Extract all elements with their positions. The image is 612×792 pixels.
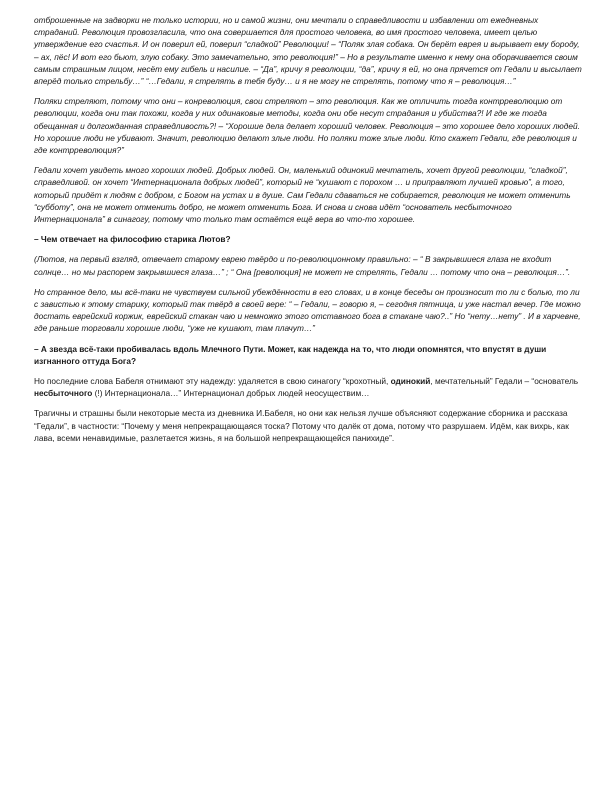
paragraph-lyutov-answer (34, 253, 582, 277)
emphasis-word: несбыточного (34, 388, 93, 399)
paragraph-text: (Лютов, на первый взгляд, отвечает старому еврею твёрдо и по-революционному правильно: – “ В закрывшиеся глаза не входит солнце… но мы распорем закрывшиеся глаза…” ; “ Она [революция] не может не стрелять, Гедали … потому что она – революция…”. (34, 254, 571, 277)
paragraph-babel-last-words (34, 375, 582, 399)
question-heading-lyutov (34, 233, 582, 245)
question-text: – Чем отвечает на философию старика Лютов? (34, 234, 231, 245)
paragraph-counterrevolution (34, 95, 582, 156)
emphasis-word: одинокий (390, 376, 431, 387)
paragraph-text: Трагичны и страшны были некоторые места из дневника И.Бабеля, но они как нельзя лучше объясняют содержание сборника и рассказа “Гедали”, в частности: “Почему у меня непрекращающаяся тоска? Потому что далёк от дома, потому что разрушаем. Идём, как вихрь, как лава, всеми ненавидимые, разлетается жизнь, я на большой непрекращающейся панихиде”. (34, 408, 569, 443)
paragraph-revolution-for-common-man (34, 14, 582, 87)
question-text: – А звезда всё-таки пробивалась вдоль Млечного Пути. Может, как надежда на то, что люди опомнятся, что впустят в души изгнанного оттуда Бога? (34, 343, 547, 366)
paragraph-text-part: (!) Интернационала…” Интернационал добрых людей неосуществим… (92, 388, 370, 399)
paragraph-babel-diary (34, 407, 582, 444)
paragraph-text-part: Но последние слова Бабеля отнимают эту надежду: удаляется в свою синагогу “крохотный, (34, 376, 391, 387)
paragraph-text: отброшенные на задворки не только истории, но и самой жизни, они мечтали о справедливости и избавлении от ежедневных страданий. Революция провозгласила, что она совершается для простого человека, во имя простого человека, имеет целью утверждение его счастья. И он поверил ей, поверил “сладкой” Революции! – “Поляк злая собака. Он берёт еврея и вырывает ему бороду, – ах, пёс! И вот его бьют, злую собаку. Это замечательно, это революция!” – Но в результате именно к нему она оборачивается своим самым страшным лицом, несёт ему гибель и насилие. – “Да”, кричу я революции, “да”, кричу я ей, но она прячется от Гедали и высылает вперёд только стрельбу…” “…Гедали, я стрелять в тебя буду… и я не могу не стрелять, потому что я – революция…” (34, 15, 582, 87)
document-page (34, 14, 582, 452)
paragraph-text: Гедали хочет увидеть много хороших людей. Добрых людей. Он, маленький одинокий мечтатель, хочет другой революции, “сладкой”, справедливой. он хочет “Интернационала добрых людей”, который не “кушают с порохом … и приправляют лучшей кровью”, а того, который придёт к людям с добром, с Богом на устах и в душе. Сам Гедали сдаваться не собирается, революция не может отменить “субботу”, она не может отменить добро, не может отменить Бога. И снова и снова идёт “основатель несбыточного Интернационала” в синагогу, потому что только там остаётся ещё вера во что-то хорошее. (34, 165, 571, 225)
paragraph-text: Поляки стреляют, потому что они – конреволюция, свои стреляют – это революция. Как же отличить тогда контрреволюцию от революции, когда они так похожи, когда у них одинаковые методы, когда они обе несут страдания и убийства?! И где же тогда обещанная и долгожданная справедливость?! – “Хорошие дела делает хороший человек. Революция – это хорошее дело хороших людей. Но хорошие люди не убивают. Значит, революцию делают злые люди. Но поляки тоже злые люди. Кто скажет Гедали, где революция и где контрреволюция?” (34, 96, 580, 156)
paragraph-gedali-good-people (34, 164, 582, 225)
paragraph-text: Но странное дело, мы всё-таки не чувствуем сильной убеждённости в его словах, и в конце беседы он произносит то ли с болью, то ли с завистью к этому старику, который так твёрд в своей вере: “ – Гедали, – говорю я, – сегодня пятница, и уже настал вечер. Где можно достать еврейский коржик, еврейский стакан чаю и немножко этого отставного бога в стакане чаю?..” Но “нету…нету” . И в харчевне, где раньше торговали хорошие люди, “уже не кушают, там плачут…” (34, 286, 581, 334)
paragraph-strange-thing (34, 286, 582, 335)
paragraph-text-part: , мечтательный” Гедали – “основатель (430, 376, 579, 387)
question-heading-star (34, 343, 582, 367)
